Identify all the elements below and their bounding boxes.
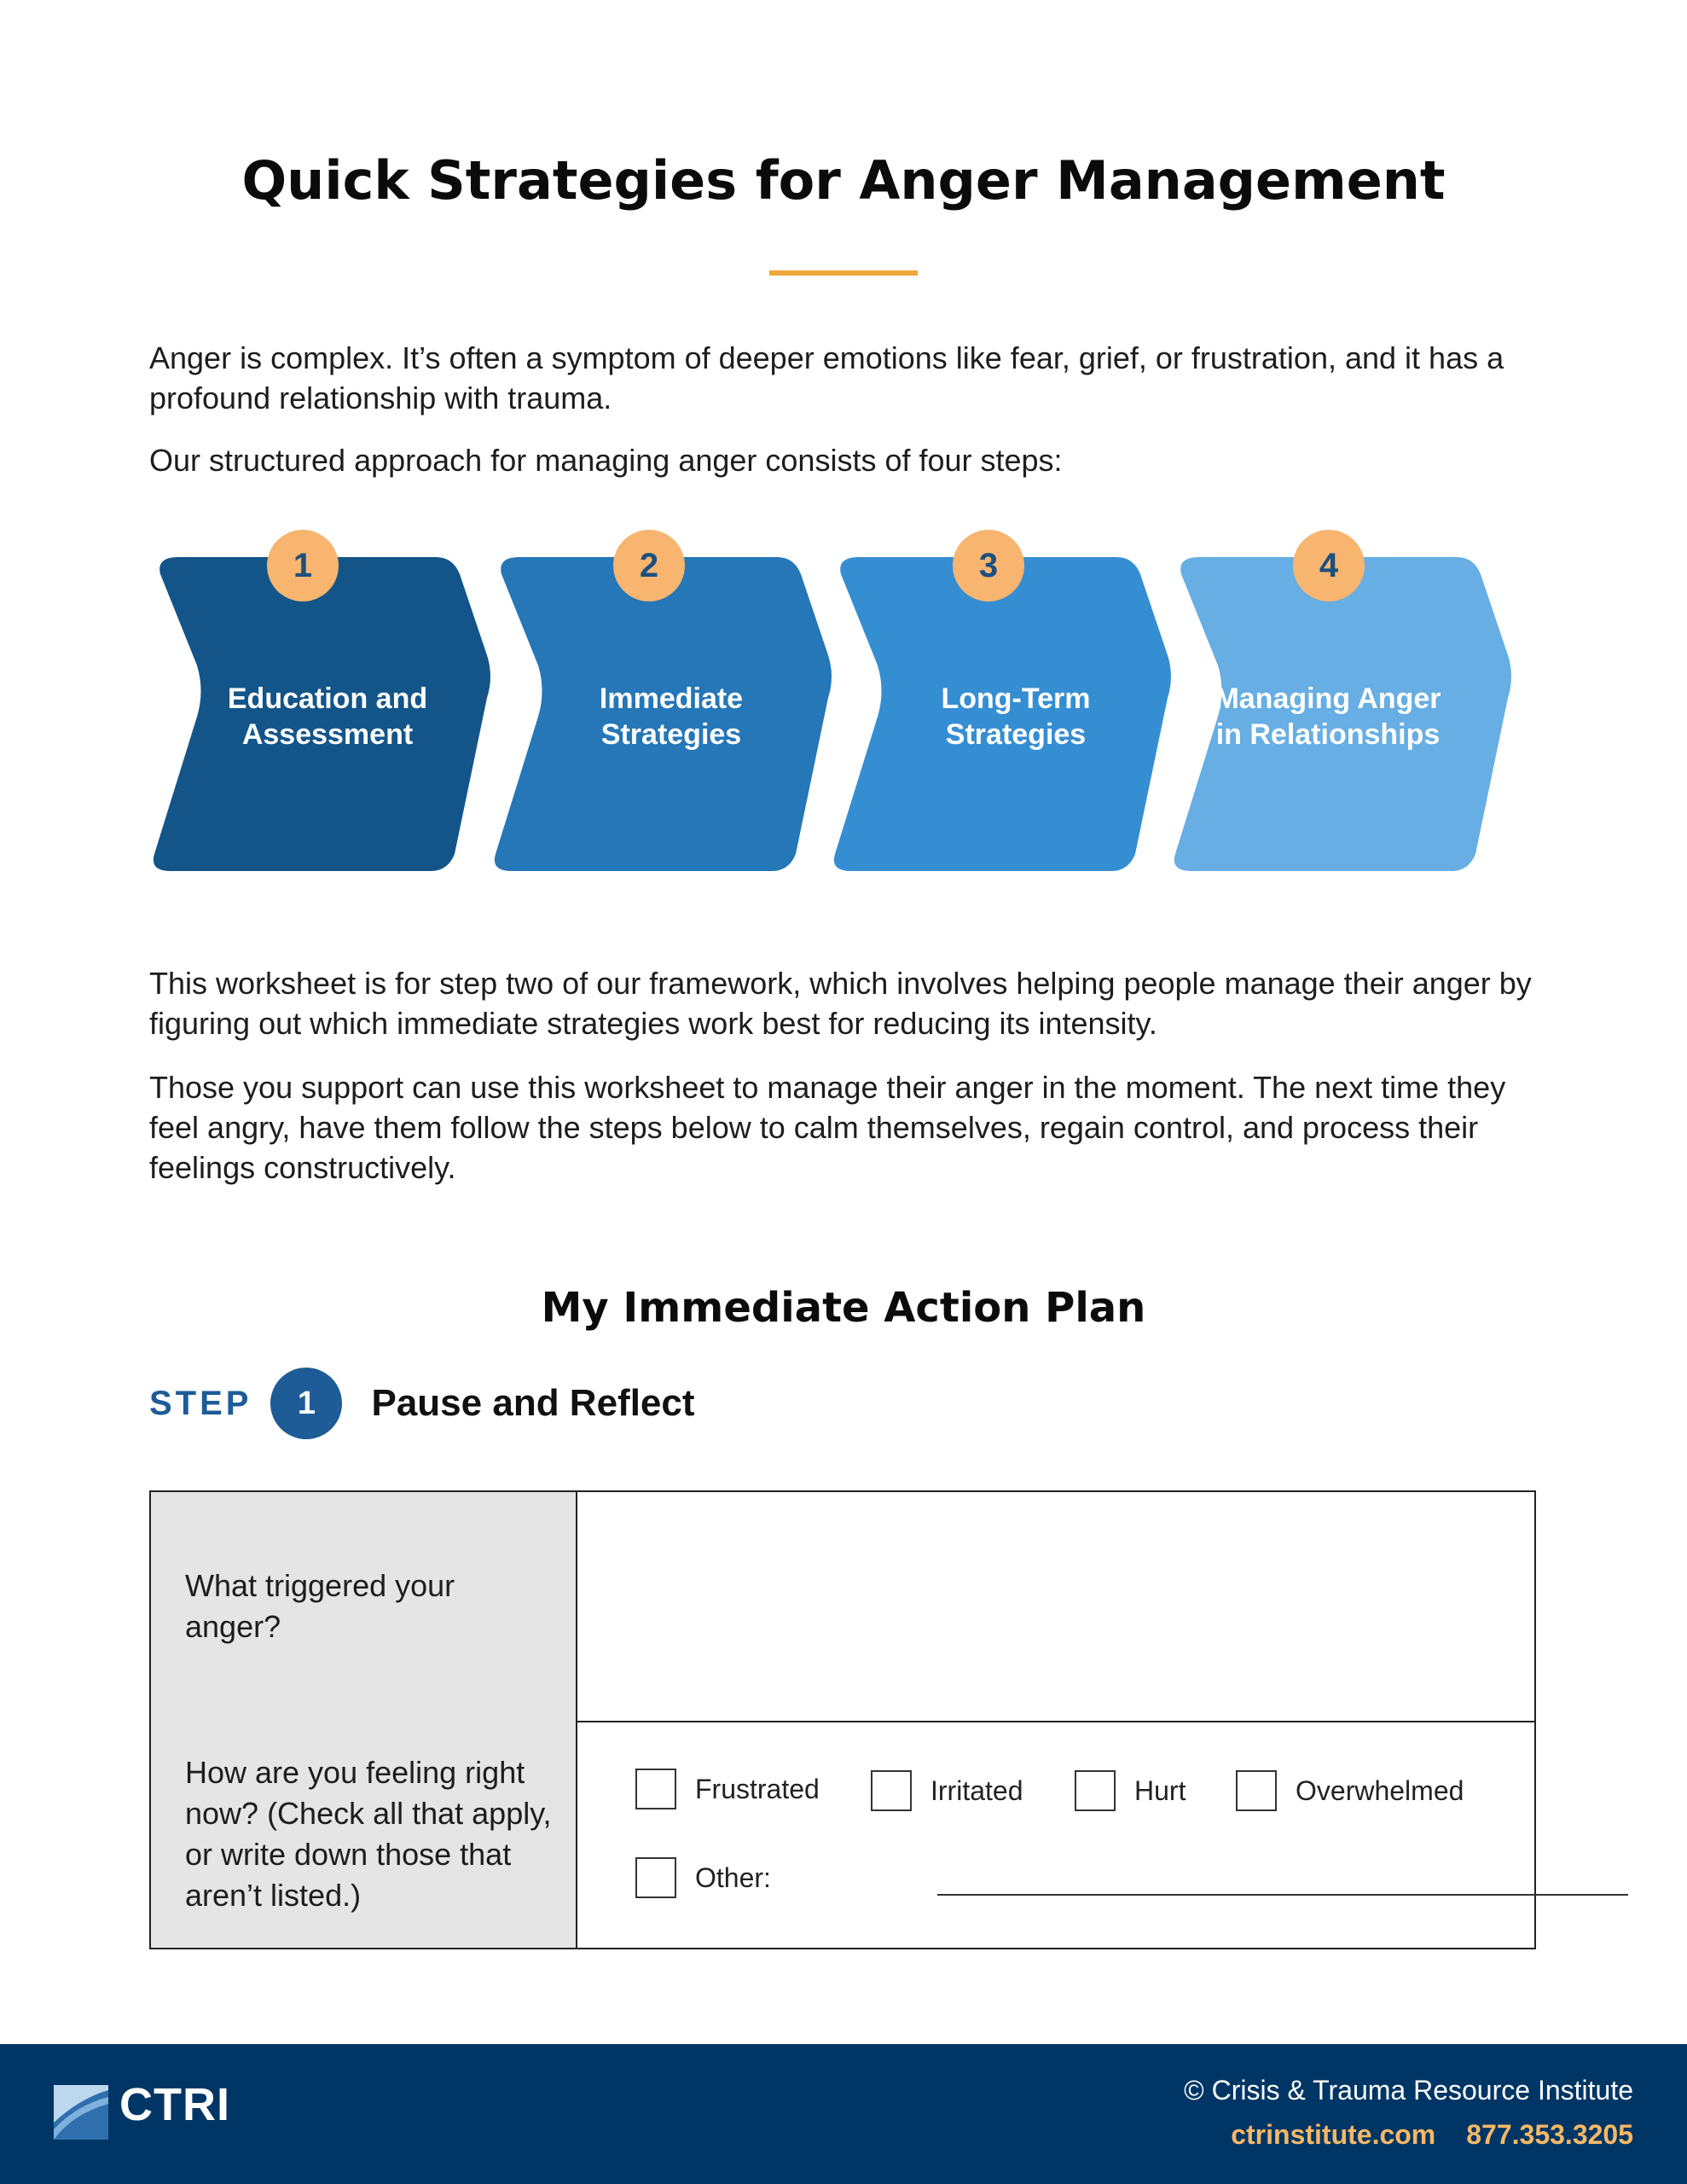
body-paragraph-1: This worksheet is for step two of our framework, which involves helping people manage their anger by figuring out which immediate strategies work best for reducing its intensity.: [149, 966, 1532, 1041]
intro-paragraph-2: Our structured approach for managing anger consists of four steps:: [149, 443, 1063, 478]
option-other[interactable]: [635, 1857, 771, 1898]
action-plan-title: My Immediate Action Plan: [541, 1284, 1146, 1332]
step-word: STEP: [149, 1384, 252, 1422]
trigger-question-text: What triggered your anger?: [185, 1568, 455, 1644]
option-overwhelmed[interactable]: [1236, 1770, 1464, 1811]
step-2-label: Immediate Strategies: [599, 682, 744, 751]
intro-paragraph-1: Anger is complex. It’s often a symptom of deeper emotions like fear, grief, or frustration, and it has a profound relationship with trauma.: [149, 340, 1504, 415]
option-label: Irritated: [930, 1774, 1023, 1806]
option-label: Frustrated: [695, 1773, 820, 1804]
step-1-number-badge: 1: [267, 530, 339, 601]
title-underline: [769, 270, 918, 276]
trigger-answer-area[interactable]: [577, 1492, 1534, 1721]
checkbox[interactable]: [1236, 1770, 1277, 1811]
other-write-in-line[interactable]: [937, 1894, 1628, 1896]
body-paragraph-2: Those you support can use this worksheet to manage their anger in the moment. The next time they feel angry, have them follow the steps below to calm themselves, regain control, and process their feelings constructively.: [149, 1070, 1506, 1185]
checkbox[interactable]: [1075, 1770, 1116, 1811]
footer-organization: © Crisis & Trauma Resource Institute: [1184, 2075, 1633, 2106]
framework-steps: [149, 520, 1514, 879]
option-hurt[interactable]: [1075, 1770, 1186, 1811]
footer-contact: [1231, 2119, 1633, 2151]
footer-website[interactable]: ctrinstitute.com: [1231, 2119, 1436, 2150]
ctri-logo-text: CTRI: [119, 2079, 230, 2130]
step-1-label: Education and Assessment: [227, 682, 428, 751]
trigger-row: [151, 1492, 1534, 1722]
checkbox[interactable]: [871, 1770, 912, 1811]
checkbox[interactable]: [635, 1769, 676, 1809]
trigger-question: [151, 1492, 577, 1721]
option-label: Overwhelmed: [1296, 1774, 1464, 1806]
option-label: Other:: [695, 1862, 771, 1893]
step-2-number-badge: 2: [613, 530, 685, 601]
checkbox[interactable]: [635, 1857, 676, 1898]
page-title: Quick Strategies for Anger Management: [241, 149, 1446, 212]
step-4-number-badge: 4: [1293, 530, 1365, 601]
step-header: [149, 1365, 695, 1442]
footer-phone[interactable]: 877.353.3205: [1466, 2119, 1633, 2150]
option-irritated[interactable]: [871, 1770, 1023, 1811]
feelings-question-text: How are you feeling right now? (Check all that apply, or write down those that aren’t listed.): [185, 1755, 552, 1913]
step-4-label: Managing Anger in Relationships: [1215, 682, 1441, 751]
option-frustrated[interactable]: [635, 1769, 820, 1809]
footer: [0, 2044, 1687, 2184]
step-title: Pause and Reflect: [371, 1382, 695, 1424]
feelings-answer-area: [577, 1721, 1534, 1948]
action-plan-table: [149, 1490, 1536, 1949]
ctri-logo-icon: [54, 2085, 108, 2140]
step-3-label: Long-Term Strategies: [941, 682, 1091, 751]
option-label: Hurt: [1134, 1774, 1186, 1806]
step-number-badge: 1: [270, 1368, 342, 1439]
step-3-number-badge: 3: [953, 530, 1024, 601]
feelings-question: [151, 1721, 577, 1948]
feelings-row: [151, 1721, 1534, 1948]
